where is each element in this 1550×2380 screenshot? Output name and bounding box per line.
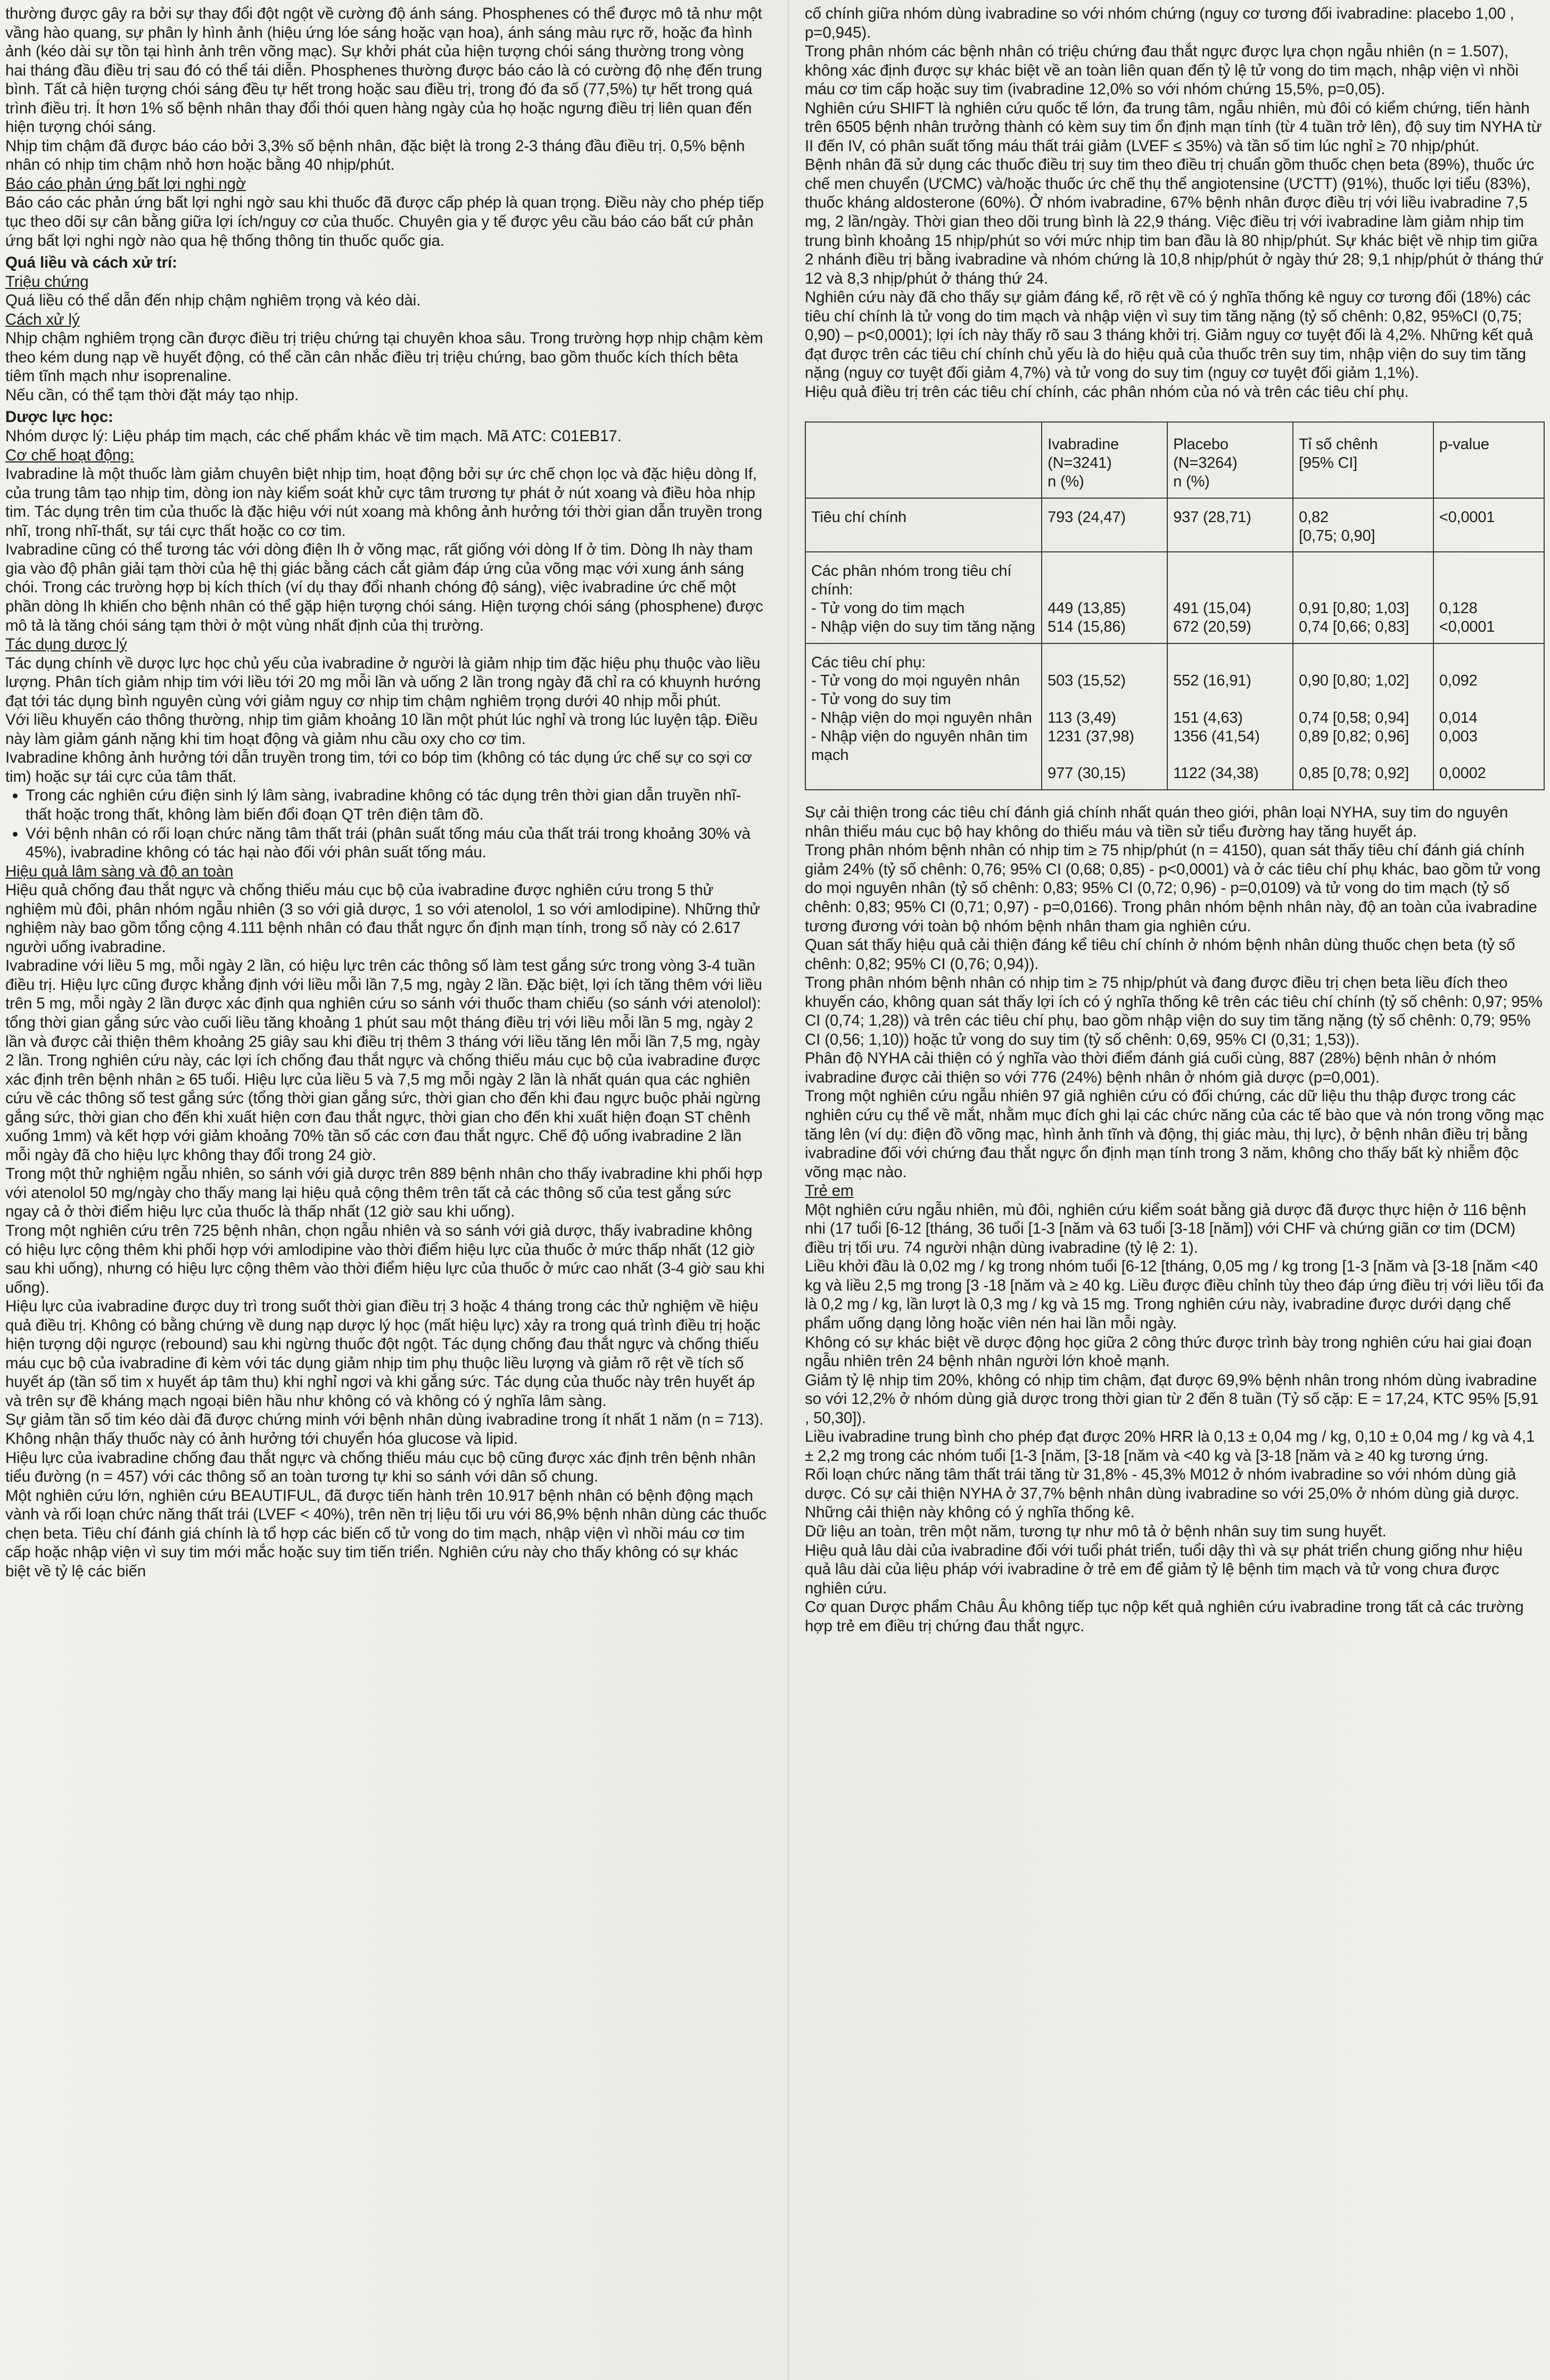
paragraph: Liều khởi đầu là 0,02 mg / kg trong nhóm tuổi [6-12 [tháng, 0,05 mg / kg trong [1-3 [năm và [3-18 [năm <40 kg và liều 2,5 mg trong [3 -18 [năm và ≥ 40 kg. Liều được điều chỉnh tùy theo đáp ứng điều trị với liều tối đa là 0,2 mg / kg, lần lượt là 0,3 mg / kg và 15 mg. Trong nghiên cứu này, ivabradine được dưới dạng chế phẩm uống dạng lỏng hoặc viên nén hai lần mỗi ngày.: [805, 1258, 1544, 1332]
header-line: Tỉ số chênh: [1299, 436, 1378, 453]
paragraph: Nhịp chậm nghiêm trọng cần được điều trị triệu chứng tại chuyên khoa sâu. Trong trường hợp nhịp chậm kèm theo kém dung nạp về huyết động, có thể cần cân nhắc điều trị triệu chứng, bao gồm thuốc kích thích bêta tiêm tĩnh mạch như isoprenaline.: [5, 329, 763, 385]
paragraph: Phân độ NYHA cải thiện có ý nghĩa vào thời điểm đánh giá cuối cùng, 887 (28%) bệnh nhân ở nhóm ivabradine được cải thiện so với 776 (24%) bệnh nhân ở nhóm giả dược (p=0,001).: [805, 1049, 1496, 1086]
table-cell-label: [805, 498, 1042, 552]
header-line: (N=3241): [1048, 454, 1112, 472]
section-heading: Tác dụng dược lý: [5, 635, 127, 654]
cell-line: 0,0002: [1439, 765, 1486, 782]
cell-line: - Nhập viện do suy tim tăng nặng: [811, 618, 1035, 635]
cell-line: [1048, 654, 1161, 672]
paragraph: Một nghiên cứu ngẫu nhiên, mù đôi, nghiên cứu kiểm soát bằng giả dược đã được thực hiện ở 116 bệnh nhi (17 tuổi [6-12 [tháng, 36 tuổi [1-3 [năm và 63 tuổi [3-18 [năm]) với CHF và chứng giãn cơ tim (DCM) điều trị tối ưu. 74 người nhận dùng ivabradine (tỷ lệ 2: 1).: [805, 1201, 1527, 1257]
paragraph: Hiệu lực của ivabradine chống đau thắt ngực và chống thiếu máu cục bộ cũng được xác định trên bệnh nhân tiểu đường (n = 457) với các thông số an toàn tương tự khi so sánh với dân số chung.: [5, 1449, 756, 1486]
table-row: [805, 552, 1544, 643]
cell-line: 0,90 [0,80; 1,02]: [1299, 672, 1409, 690]
paragraph: Nghiên cứu này đã cho thấy sự giảm đáng kể, rõ rệt về có ý nghĩa thống kê nguy cơ tương đối (18%) các tiêu chí chính là tử vong do tim mạch và nhập viện vì suy tim tăng nặng (tỷ số chênh: 0,82, 95%CI (0,75; 0,90) – p<0,0001); lợi ích này thấy rõ sau 3 tháng khởi trị. Giảm nguy cơ tuyệt đối là 4,2%. Những kết quả đạt được trên các tiêu chí chính chủ yếu là do hiệu quả của thuốc trên suy tim, nhập viện do suy tim tăng nặng (nguy cơ tuyệt đối giảm 4,7%) và tử vong do suy tim (nguy cơ tuyệt đối giảm 1,1%).: [805, 288, 1533, 382]
cell-line: 0,74 [0,58; 0,94]: [1299, 709, 1409, 727]
paragraph: Hiệu quả chống đau thắt ngực và chống thiếu máu cục bộ của ivabradine được nghiên cứu trong 5 thử nghiệm mù đôi, phân nhóm ngẫu nhiên (3 so với giả dược, 1 so với atenolol, 1 so với amlodipine). Những thử nghiệm này bao gồm tổng cộng 4.111 bệnh nhân có đau thắt ngực ổn định mạn tính, trong số này có 2.617 người uống ivabradine.: [5, 881, 760, 956]
efficacy-table: [805, 422, 1545, 790]
cell-line: [1439, 581, 1538, 599]
cell-line: [0,75; 0,90]: [1299, 527, 1375, 544]
cell-line: 491 (15,04): [1173, 600, 1251, 617]
section-heading: Quá liều và cách xử trí:: [5, 254, 177, 272]
cell-line: - Nhập viện do mọi nguyên nhân: [811, 709, 1032, 727]
cell-line: [1173, 654, 1287, 672]
cell-line: <0,0001: [1439, 618, 1495, 635]
table-header-cell: [1433, 422, 1544, 498]
section-heading: Trẻ em: [805, 1182, 854, 1200]
section-heading: Hiệu quả lâm sàng và độ an toàn: [5, 862, 234, 880]
paragraph: Quan sát thấy hiệu quả cải thiện đáng kể tiêu chí chính ở nhóm bệnh nhân dùng thuốc chẹn beta (tỷ số chênh: 0,82; 95% CI (0,76; 0,94)).: [805, 936, 1515, 973]
paragraph: Nhóm dược lý: Liệu pháp tim mạch, các chế phẩm khác về tim mạch. Mã ATC: C01EB17.: [5, 427, 622, 445]
paragraph: Với liều khuyến cáo thông thường, nhịp tim giảm khoảng 10 lần một phút lúc nghỉ và trong lúc luyện tập. Điều này làm giảm gánh nặng khi tim hoạt động và giảm nhu cầu oxy cho cơ tim.: [5, 711, 758, 748]
paragraph: Dữ liệu an toàn, trên một năm, tương tự như mô tả ở bệnh nhân suy tim sung huyết.: [805, 1523, 1387, 1541]
paragraph: Ivabradine với liều 5 mg, mỗi ngày 2 lần, có hiệu lực trên các thông số làm test gắng sức trong vòng 3-4 tuần điều trị. Hiệu lực cũng được khẳng định với liều mỗi lần 7,5 mg, ngày 2 lần. Đặc biệt, lợi ích tăng thêm với liều trên 5 mg, mỗi ngày 2 lần được xác định qua nghiên cứu so sánh với thuốc tham chiếu (so sánh với atenolol): tổng thời gian gắng sức vào cuối liều tăng khoảng 1 phút sau một tháng điều trị với liều mỗi lần 5 mg, ngày 2 lần và được cải thiện thêm khoảng 25 giây sau khi điều trị thêm 3 tháng với liều tăng lên mỗi lần 7,5 mg, ngày 2 lần. Trong nghiên cứu này, các lợi ích chống đau thắt ngực và chống thiếu máu cục bộ của ivabradine được xác định trên bệnh nhân ≥ 65 tuổi. Hiệu lực của liều 5 và 7,5 mg mỗi ngày 2 lần là nhất quán qua các nghiên cứu về các thông số test gắng sức (tổng thời gian gắng sức, thời gian cho đến khi đau ngực buộc phải ngừng gắng sức, thời gian cho đến khi xuất hiện cơn đau thắt ngực, thời gian cho đến khi xuất hiện đoạn ST chênh xuống 1mm) và kết hợp với giảm khoảng 70% tần số các cơn đau thắt ngực. Chế độ uống ivabradine 2 lần mỗi ngày đã cho hiệu lực không thay đổi trong 24 giờ.: [5, 957, 762, 1164]
cell-line: [1173, 581, 1287, 599]
bullet-list: [5, 786, 766, 862]
cell-line: 514 (15,86): [1048, 618, 1126, 635]
paragraph: Trong phân nhóm bệnh nhân có nhịp tim ≥ 75 nhịp/phút và đang được điều trị chẹn beta liều đích theo khuyến cáo, không quan sát thấy lợi ích có ý nghĩa thống kê trên các tiêu chí chính (tỷ số chênh: 0,97; 95% CI (0,74; 1,28)) và trên các tiêu chí phụ, bao gồm nhập viện do suy tim tăng nặng (tỷ số chênh: 0,79; 95% CI (0,56; 1,10)) hoặc tử vong do suy tim (tỷ số chênh: 0,69, 95% CI (0,31; 1,53)).: [805, 974, 1543, 1048]
cell-line: Tiêu chí chính: [811, 508, 906, 526]
header-line: (N=3264): [1173, 454, 1238, 472]
paragraph: Rối loạn chức năng tâm thất trái tăng từ 31,8% - 45,3% M012 ở nhóm ivabradine so với nhóm dùng giả dược. Có sự cải thiện NYHA ở 37,7% bệnh nhân dùng ivabradine so với 25,0% ở nhóm dùng giả dược. Những cải thiện này không có ý nghĩa thống kê.: [805, 1466, 1520, 1522]
cell-line: 937 (28,71): [1173, 508, 1251, 526]
cell-line: 977 (30,15): [1048, 765, 1126, 782]
paragraph: Liều ivabradine trung bình cho phép đạt được 20% HRR là 0,13 ± 0,04 mg / kg, 0,10 ± 0,04 mg / kg và 4,1 ± 2,2 mg trong các nhóm tuổi [1-3 [năm, [3-18 [năm và <40 kg và [3-18 [năm và ≥ 40 kg tương ứng.: [805, 1428, 1535, 1465]
header-line: n (%): [1173, 473, 1210, 491]
cell-line: 151 (4,63): [1173, 709, 1243, 727]
section-heading: Dược lực học:: [5, 408, 113, 426]
paragraph: Ivabradine là một thuốc làm giảm chuyên biệt nhịp tim, hoạt động bởi sự ức chế chọn lọc và đặc hiệu dòng If, của trung tâm tạo nhịp tim, dòng ion này kiểm soát khử cực tâm trương tự phát ở nút xoang và điều hòa nhịp tim. Tác dụng trên tim của thuốc là đặc hiệu với nút xoang mà không ảnh hưởng tới thời gian dẫn truyền trong nhĩ, trong nhĩ-thất, sự tái cực thất hoặc co cơ tim.: [5, 465, 762, 540]
table-header-cell: [1042, 422, 1167, 498]
cell-line: 672 (20,59): [1173, 618, 1251, 635]
cell-line: [1173, 746, 1287, 765]
table-cell-p: [1433, 498, 1544, 552]
cell-line: [1439, 654, 1538, 672]
table-cell-p: [1433, 643, 1544, 790]
cell-line: - Tử vong do suy tim: [811, 691, 951, 708]
cell-line: 449 (13,85): [1048, 600, 1126, 617]
paragraph: Bệnh nhân đã sử dụng các thuốc điều trị suy tim theo điều trị chuẩn gồm thuốc chẹn beta (89%), thuốc ức chế men chuyển (ƯCMC) và/hoặc thuốc ức chế thụ thể angiotensine (ƯCTT) (91%), thuốc lợi tiểu (83%), thuốc kháng aldosterone (60%). Ở nhóm ivabradine, 67% bệnh nhân được điều trị với liều ivabradine 7,5 mg, 2 lần/ngày. Thời gian theo dõi trung bình là 22,9 tháng. Việc điều trị với ivabradine làm giảm nhịp tim trung bình khoảng 15 nhịp/phút so với mức nhịp tim ban đầu là 80 nhịp/phút. Sự khác biệt về nhịp tim giữa 2 nhánh điều trị bằng ivabradine và nhóm chứng là 10,8 nhịp/phút ở ngày thứ 28; 9,1 nhịp/phút ở tháng thứ 12 và 8,3 nhịp/phút ở tháng thứ 24.: [805, 156, 1544, 287]
paragraph: Cơ quan Dược phẩm Châu Âu không tiếp tục nộp kết quả nghiên cứu ivabradine trong tất cả các trường hợp trẻ em điều trị chứng đau thắt ngực.: [805, 1598, 1524, 1635]
cell-line: 0,91 [0,80; 1,03]: [1299, 600, 1409, 617]
paragraph: thường được gây ra bởi sự thay đổi đột ngột về cường độ ánh sáng. Phosphenes có thể được mô tả như một vầng hào quang, sự phân ly hình ảnh (hiệu ứng lóe sáng hoặc vạn hoa), ánh sáng màu rực rỡ, hoặc đa hình ảnh (kéo dài sự tồn tại hình ảnh trên võng mạc). Sự khởi phát của hiện tượng chói sáng thường trong vòng hai tháng đầu điều trị sau đó có thể tái diễn. Phosphenes thường được báo cáo là có cường độ nhẹ đến trung bình. Tất cả hiện tượng chói sáng đều tự hết trong hoặc sau điều trị, trong đó đa số (77,5%) tự hết trong quá trình điều trị. Ít hơn 1% số bệnh nhân thay đổi thói quen hàng ngày của họ hoặc ngưng điều trị liên quan đến hiện tượng chói sáng.: [5, 5, 762, 136]
paragraph: Hiệu lực của ivabradine được duy trì trong suốt thời gian điều trị 3 hoặc 4 tháng trong các thử nghiệm về hiệu quả điều trị. Không có bằng chứng về dung nạp dược lý học (mất hiệu lực) xảy ra trong quá trình điều trị hoặc hiện tượng dội ngược (rebound) sau khi ngừng thuốc đột ngột. Tác dụng chống đau thắt ngực và chống thiếu máu cục bộ của ivabradine đi kèm với tác dụng giảm nhịp tim phụ thuộc liều lượng và giảm rõ rệt về tích số huyết áp (tần số tim x huyết áp tâm thu) khi nghỉ ngơi và khi gắng sức. Tác dụng của thuốc này trên huyết áp và trên sự đề kháng mạch ngoại biên hầu như không có và không có ý nghĩa lâm sàng.: [5, 1298, 761, 1410]
table-cell-p: [1433, 552, 1544, 643]
paragraph: Một nghiên cứu lớn, nghiên cứu BEAUTIFUL, đã được tiến hành trên 10.917 bệnh nhân có bệnh động mạch vành và rối loạn chức năng thất trái (LVEF < 40%), trên nền trị liệu tối ưu với 86,9% bệnh nhân dùng các thuốc chẹn beta. Tiêu chí đánh giá chính là tổ hợp các biến cố tử vong do tim mạch, nhập viện vì nhồi máu cơ tim cấp hoặc nhập viện vì suy tim mới mắc hoặc suy tim tiến triển. Nghiên cứu này cho thấy không có sự khác biệt về tỷ lệ các biến: [5, 1486, 766, 1580]
table-header-cell: [805, 422, 1042, 498]
cell-line: [1048, 562, 1161, 581]
header-line: [95% CI]: [1299, 454, 1358, 472]
table-header-cell: [1167, 422, 1293, 498]
paragraph: Tác dụng chính về dược lực học chủ yếu của ivabradine ở người là giảm nhịp tim đặc hiệu phụ thuộc vào liều lượng. Phân tích giảm nhịp tim với liều tới 20 mg mỗi lần và uống 2 lần trong ngày đã chỉ ra có khuynh hướng đạt tới tác dụng bình nguyên cùng với giảm nguy cơ nhịp tim chậm nghiêm trọng dưới 40 nhịp mỗi phút.: [5, 654, 761, 710]
paragraph: Nếu cần, có thể tạm thời đặt máy tạo nhịp.: [5, 386, 299, 404]
section-heading: Cơ chế hoạt động:: [5, 446, 134, 464]
header-line: p-value: [1439, 436, 1489, 453]
table-cell-hr: [1293, 552, 1433, 643]
cell-line: [1439, 690, 1538, 709]
table-cell-hr: [1293, 498, 1433, 552]
cell-line: 793 (24,47): [1048, 508, 1126, 526]
table-cell-placebo: [1167, 643, 1293, 790]
paragraph: Quá liều có thể dẫn đến nhịp chậm nghiêm trọng và kéo dài.: [5, 292, 421, 310]
cell-line: - Nhập viện do nguyên nhân tim mạch: [811, 728, 1028, 764]
cell-line: [1299, 581, 1428, 599]
paragraph: Trong một thử nghiệm ngẫu nhiên, so sánh với giả dược trên 889 bệnh nhân cho thấy ivabradine khi phối hợp với atenolol 50 mg/ngày cho thấy mang lại hiệu quả cộng thêm trên tất cả các thông số của test gắng sức ngay cả ở thời điểm hiệu lực của thuốc là thấp nhất (12 giờ sau khi uống).: [5, 1165, 763, 1221]
paragraph: cố chính giữa nhóm dùng ivabradine so với nhóm chứng (nguy cơ tương đối ivabradine: placebo 1,00 , p=0,945).: [805, 5, 1514, 42]
bullet-item: • Trong các nghiên cứu điện sinh lý lâm sàng, ivabradine không có tác dụng trên thời gian dẫn truyền nhĩ- thất hoặc trong thất, không làm biến đổi đoạn QT trên điện tâm đồ.: [26, 786, 766, 824]
paragraph: Nghiên cứu SHIFT là nghiên cứu quốc tế lớn, đa trung tâm, ngẫu nhiên, mù đôi có kiểm chứng, tiến hành trên 6505 bệnh nhân trưởng thành có kèm suy tim ổn định mạn tính (từ 4 tuần trở lên), độ suy tim NYHA từ II đến IV, có phân suất tống máu thất trái giảm (LVEF ≤ 35%) và tần số tim lúc nghỉ ≥ 70 nhịp/phút.: [805, 99, 1542, 155]
cell-line: [1299, 690, 1428, 709]
cell-line: [1048, 690, 1161, 709]
cell-line: 0,89 [0,82; 0,96]: [1299, 728, 1409, 745]
section-heading: Triệu chứng: [5, 272, 89, 291]
table-cell-ivabradine: [1042, 498, 1167, 552]
right-column: [805, 4, 1545, 1635]
paragraph: Nhịp tim chậm đã được báo cáo bởi 3,3% số bệnh nhân, đặc biệt là trong 2-3 tháng đầu điều trị. 0,5% bệnh nhân có nhịp tim chậm nhỏ hơn hoặc bằng 40 nhịp/phút.: [5, 137, 745, 174]
cell-line: <0,0001: [1439, 508, 1495, 526]
header-line: Placebo: [1173, 436, 1229, 453]
cell-line: [1048, 746, 1161, 765]
header-line: Ivabradine: [1048, 436, 1119, 453]
right-column-top: [805, 4, 1545, 401]
table-row: [805, 498, 1544, 552]
cell-line: - Tử vong do tim mạch: [811, 600, 965, 617]
table-row: [805, 643, 1544, 790]
cell-line: [1048, 581, 1161, 599]
paragraph: Hiệu quả lâu dài của ivabradine đối với tuổi phát triển, tuổi dậy thì và sự phát triển chung giống như hiệu quả lâu dài của liệu pháp với ivabradine ở trẻ em để giảm tỷ lệ bệnh tim mạch và tử vong chưa được nghiên cứu.: [805, 1541, 1523, 1597]
right-column-bottom: [805, 803, 1545, 1635]
paragraph: Hiệu quả điều trị trên các tiêu chí chính, các phân nhóm của nó và trên các tiêu chí phụ.: [805, 383, 1409, 401]
table-cell-placebo: [1167, 552, 1293, 643]
paragraph: Trong một nghiên cứu ngẫu nhiên 97 giả nghiên cứu có đối chứng, các dữ liệu thu thập được trong các nghiên cứu cụ thể về mắt, nhằm mục đích ghi lại các chức năng của các tế bào que và nón trong võng mạc tăng lên (ví dụ: điện đồ võng mạc, hình ảnh tĩnh và động, thị giác màu, thị lực), ở bệnh nhân điều trị bằng ivabradine đối với chứng đau thắt ngực ổn định mạn tính trong 3 năm, không cho thấy bất kỳ nhiễm độc võng mạc nào.: [805, 1087, 1544, 1181]
left-column: [5, 4, 766, 1581]
paragraph: Sự giảm tần số tim kéo dài đã được chứng minh với bệnh nhân dùng ivabradine trong ít nhất 1 năm (n = 713). Không nhận thấy thuốc này có ảnh hưởng tới chuyển hóa glucose và lipid.: [5, 1411, 764, 1448]
cell-line: 1231 (37,98): [1048, 728, 1134, 745]
cell-line: [1439, 746, 1538, 765]
cell-line: 0,092: [1439, 672, 1478, 690]
section-heading: Báo cáo phản ứng bất lợi nghi ngờ: [5, 175, 246, 193]
paragraph: Giảm tỷ lệ nhịp tim 20%, không có nhịp tim chậm, đạt được 69,9% bệnh nhân trong nhóm dùng ivabradine so với 12,2% ở nhóm dùng giả dược trong thời gian từ 2 đến 8 tuần (Tỷ số cặp: E = 17,24, KTC 95% [5,91 , 50,30]).: [805, 1371, 1539, 1427]
cell-line: [1299, 654, 1428, 672]
table-header-cell: [1293, 422, 1433, 498]
cell-line: [1173, 562, 1287, 581]
cell-line: 503 (15,52): [1048, 672, 1126, 690]
paragraph: Ivabradine cũng có thể tương tác với dòng điện Ih ở võng mạc, rất giống với dòng If ở tim. Dòng Ih này tham gia vào độ phân giải tạm thời của hệ thị giác bằng cách cắt giảm đáp ứng của võng mạc với xung ánh sáng chói. Trong các trường hợp bị kích thích (ví dụ thay đổi nhanh chóng độ sáng), việc ivabradine ức chế một phần dòng Ih khiến cho bệnh nhân có thể gặp hiện tượng chói sáng. Hiện tượng chói sáng (phosphene) được mô tả là tăng chói sáng tạm thời ở một vùng nhất định của thị trường.: [5, 541, 763, 634]
table-cell-ivabradine: [1042, 643, 1167, 790]
cell-line: 0,003: [1439, 728, 1478, 745]
paragraph: Trong phân nhóm bệnh nhân có nhịp tim ≥ 75 nhịp/phút (n = 4150), quan sát thấy tiêu chí đánh giá chính giảm 24% (tỷ số chênh: 0,76; 95% CI (0,68; 0,85) - p<0,0001) và ở các tiêu chí phụ khác, bao gồm tử vong do mọi nguyên nhân (tỷ số chênh: 0,83; 95% CI (0,72; 0,96) - p=0,0109) và tử vong do tim mạch (tỷ số chênh: 0,83; 95% CI (0,71; 0,97) - p=0,0166). Trong phân nhóm bệnh nhân này, độ an toàn của ivabradine tương đương với toàn bộ nhóm bệnh nhân tham gia nghiên cứu.: [805, 841, 1541, 935]
cell-line: [1173, 690, 1287, 709]
table-header-row: [805, 422, 1544, 498]
column-separator: [788, 0, 789, 2380]
cell-line: 0,85 [0,78; 0,92]: [1299, 765, 1409, 782]
paragraph: Sự cải thiện trong các tiêu chí đánh giá chính nhất quán theo giới, phân loại NYHA, suy tim do nguyên nhân thiếu máu cục bộ hay không do thiếu máu và tiền sử tiểu đường hay tăng huyết áp.: [805, 804, 1508, 840]
cell-line: 113 (3,49): [1048, 709, 1116, 727]
table-cell-label: [805, 552, 1042, 643]
paragraph: Trong một nghiên cứu trên 725 bệnh nhân, chọn ngẫu nhiên và so sánh với giả dược, thấy ivabradine không có hiệu lực cộng thêm khi phối hợp với amlodipine vào thời điểm hiệu lực của thuốc ở mức thấp nhất (12 giờ sau khi uống), nhưng có hiệu lực cộng thêm vào thời điểm hiệu lực của thuốc ở mức cao nhất (3-4 giờ sau khi uống).: [5, 1222, 765, 1296]
section-heading: Cách xử lý: [5, 310, 80, 328]
paragraph: Báo cáo các phản ứng bất lợi nghi ngờ sau khi thuốc đã được cấp phép là quan trọng. Điều này cho phép tiếp tục theo dõi sự cân bằng giữa lợi ích/nguy cơ của thuốc. Chuyên gia y tế được yêu cầu báo cáo bất cứ phản ứng bất lợi nghi ngờ nào qua hệ thống thông tin thuốc quốc gia.: [5, 194, 764, 250]
cell-line: - Tử vong do mọi nguyên nhân: [811, 672, 1020, 690]
paragraph: Không có sự khác biệt về dược động học giữa 2 công thức được trình bày trong nghiên cứu hai giai đoạn ngẫu nhiên trên 24 bệnh nhân người lớn khoẻ mạnh.: [805, 1333, 1532, 1370]
table-cell-ivabradine: [1042, 552, 1167, 643]
cell-line: 552 (16,91): [1173, 672, 1251, 690]
table-cell-label: [805, 643, 1042, 790]
cell-line: Các tiêu chí phụ:: [811, 654, 926, 671]
header-line: n (%): [1048, 473, 1084, 491]
paragraph: Trong phân nhóm các bệnh nhân có triệu chứng đau thắt ngực được lựa chọn ngẫu nhiên (n = 1.507), không xác định được sự khác biệt về an toàn liên quan đến tỷ lệ tử vong do tim mạch, nhập viện vì nhồi máu cơ tim cấp hoặc suy tim (ivabradine 12,0% so với nhóm chứng 15,5%, p=0,05).: [805, 43, 1519, 98]
cell-line: 0,128: [1439, 600, 1478, 617]
table-cell-placebo: [1167, 498, 1293, 552]
cell-line: 0,74 [0,66; 0,83]: [1299, 618, 1409, 635]
cell-line: 0,82: [1299, 508, 1329, 526]
table-cell-hr: [1293, 643, 1433, 790]
cell-line: [1299, 562, 1428, 581]
paragraph: Ivabradine không ảnh hưởng tới dẫn truyền trong tim, tới co bóp tim (không có tác dụng ức chế sự co sợi cơ tim) hoặc sự tái cực của tâm thất.: [5, 749, 752, 786]
bullet-item: • Với bệnh nhân có rối loạn chức năng tâm thất trái (phân suất tống máu của thất trái trong khoảng 30% và 45%), ivabradine không có tác hại nào đối với phân suất tống máu.: [26, 824, 766, 862]
cell-line: 1122 (34,38): [1173, 765, 1259, 782]
cell-line: 0,014: [1439, 709, 1478, 727]
cell-line: Các phân nhóm trong tiêu chí chính:: [811, 563, 1012, 599]
cell-line: [1439, 562, 1538, 581]
cell-line: 1356 (41,54): [1173, 728, 1260, 745]
cell-line: [1299, 746, 1428, 765]
